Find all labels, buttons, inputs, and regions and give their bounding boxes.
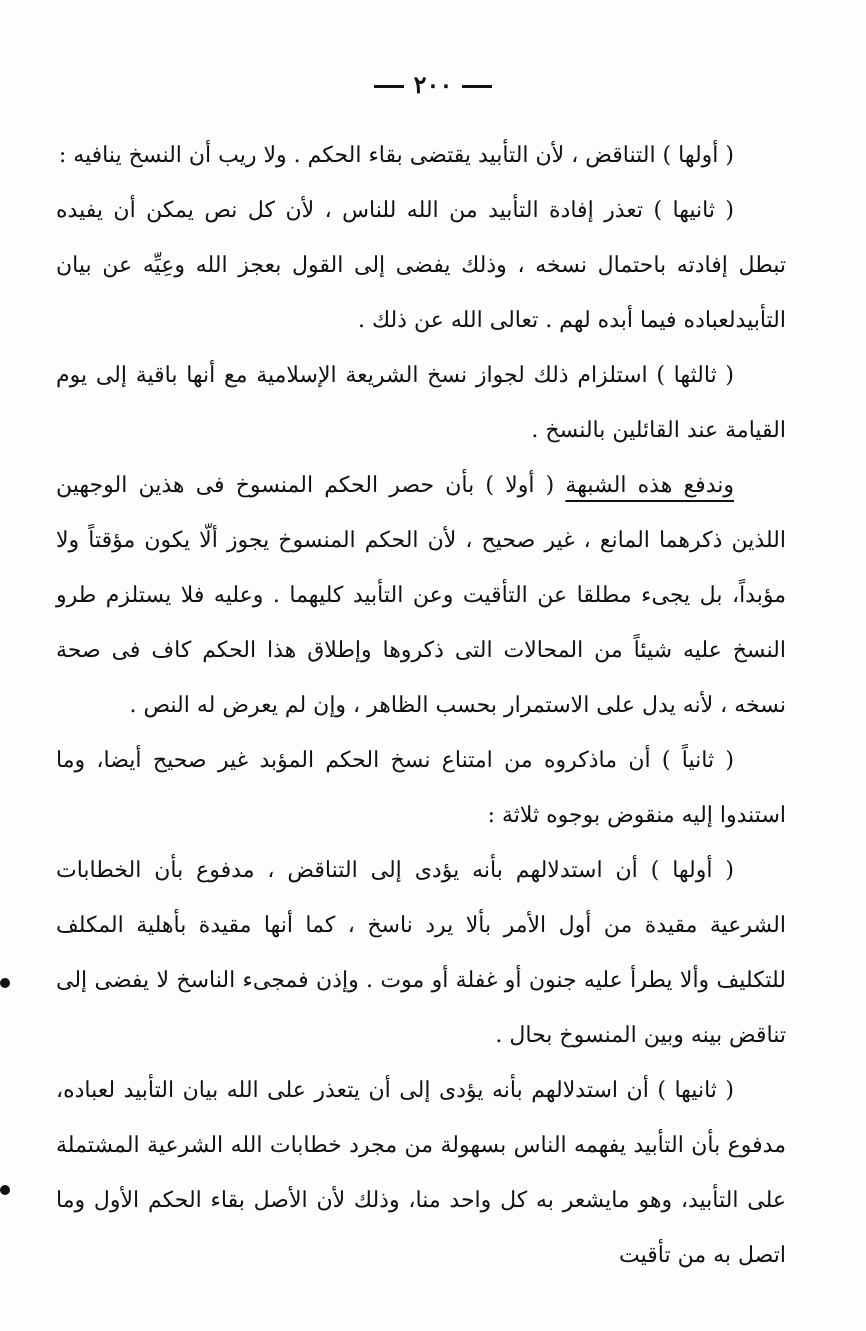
paragraph-rebuttal-first: [56, 458, 786, 733]
paragraph-third-objection: ( ثالثها ) استلزام ذلك لجواز نسخ الشريعة الإسلامية مع أنها باقية إلى يوم القيامة عند القائلين بالنسخ .: [56, 363, 786, 443]
paragraph-second-objection: ( ثانيها ) تعذر إفادة التأبيد من الله للناس ، لأن كل نص يمكن أن يفيده تبطل إفادته باحتمال نسخه ، وذلك يفضى إلى القول بعجز الله وعِيِّه عن بيان التأبيدلعباده فيما أبده لهم . تعالى الله عن ذلك .: [56, 198, 786, 333]
binding-mark-lower: [0, 1185, 10, 1195]
paragraph-rebuttal-second: ( ثانياً ) أن ماذكروه من امتناع نسخ الحكم المؤبد غير صحيح أيضا، وما استندوا إليه منقوض بوجوه ثلاثة :: [56, 748, 786, 828]
header-dash-right: [462, 85, 492, 88]
body-text: [56, 128, 786, 1283]
header-dash-left: [374, 85, 404, 88]
page-number: ٢٠٠: [413, 70, 453, 99]
underlined-phrase: وندفع هذه الشبهة: [565, 473, 734, 498]
paragraph-first-objection: ( أولها ) التناقض ، لأن التأبيد يقتضى بقاء الحكم . ولا ريب أن النسخ ينافيه :: [58, 143, 734, 168]
paragraph-rebuttal-first-rest: ( أولا ) بأن حصر الحكم المنسوخ فى هذين الوجهين اللذين ذكرهما المانع ، غير صحيح ، لأن الحكم المنسوخ يجوز ألّا يكون مؤقتاً ولا مؤبداً، بل يجىء مطلقا عن التأقيت وعن التأبيد كليهما . وعليه فلا يستلزم طرو النسخ عليه شيئاً من المحالات التى ذكروها وإطلاق هذا الحكم كاف فى صحة نسخه ، لأنه يدل على الاستمرار بحسب الظاهر ، وإن لم يعرض له النص .: [56, 473, 786, 718]
page-header: [0, 70, 866, 99]
binding-mark-upper: [0, 978, 10, 988]
paragraph-response-second: ( ثانيها ) أن استدلالهم بأنه يؤدى إلى أن يتعذر على الله بيان التأبيد لعباده، مدفوع بأن التأبيد يفهمه الناس بسهولة من مجرد خطابات الله الشرعية المشتملة على التأبيد، وهو مايشعر به كل واحد منا، وذلك لأن الأصل بقاء الحكم الأول وما اتصل به من تأقيت: [56, 1078, 786, 1268]
paragraph-response-first: ( أولها ) أن استدلالهم بأنه يؤدى إلى التناقض ، مدفوع بأن الخطابات الشرعية مقيدة من أول الأمر بألا يرد ناسخ ، كما أنها مقيدة بأهلية المكلف للتكليف وألا يطرأ عليه جنون أو غفلة أو موت . وإذن فمجىء الناسخ لا يفضى إلى تناقض بينه وبين المنسوخ بحال .: [56, 858, 786, 1048]
